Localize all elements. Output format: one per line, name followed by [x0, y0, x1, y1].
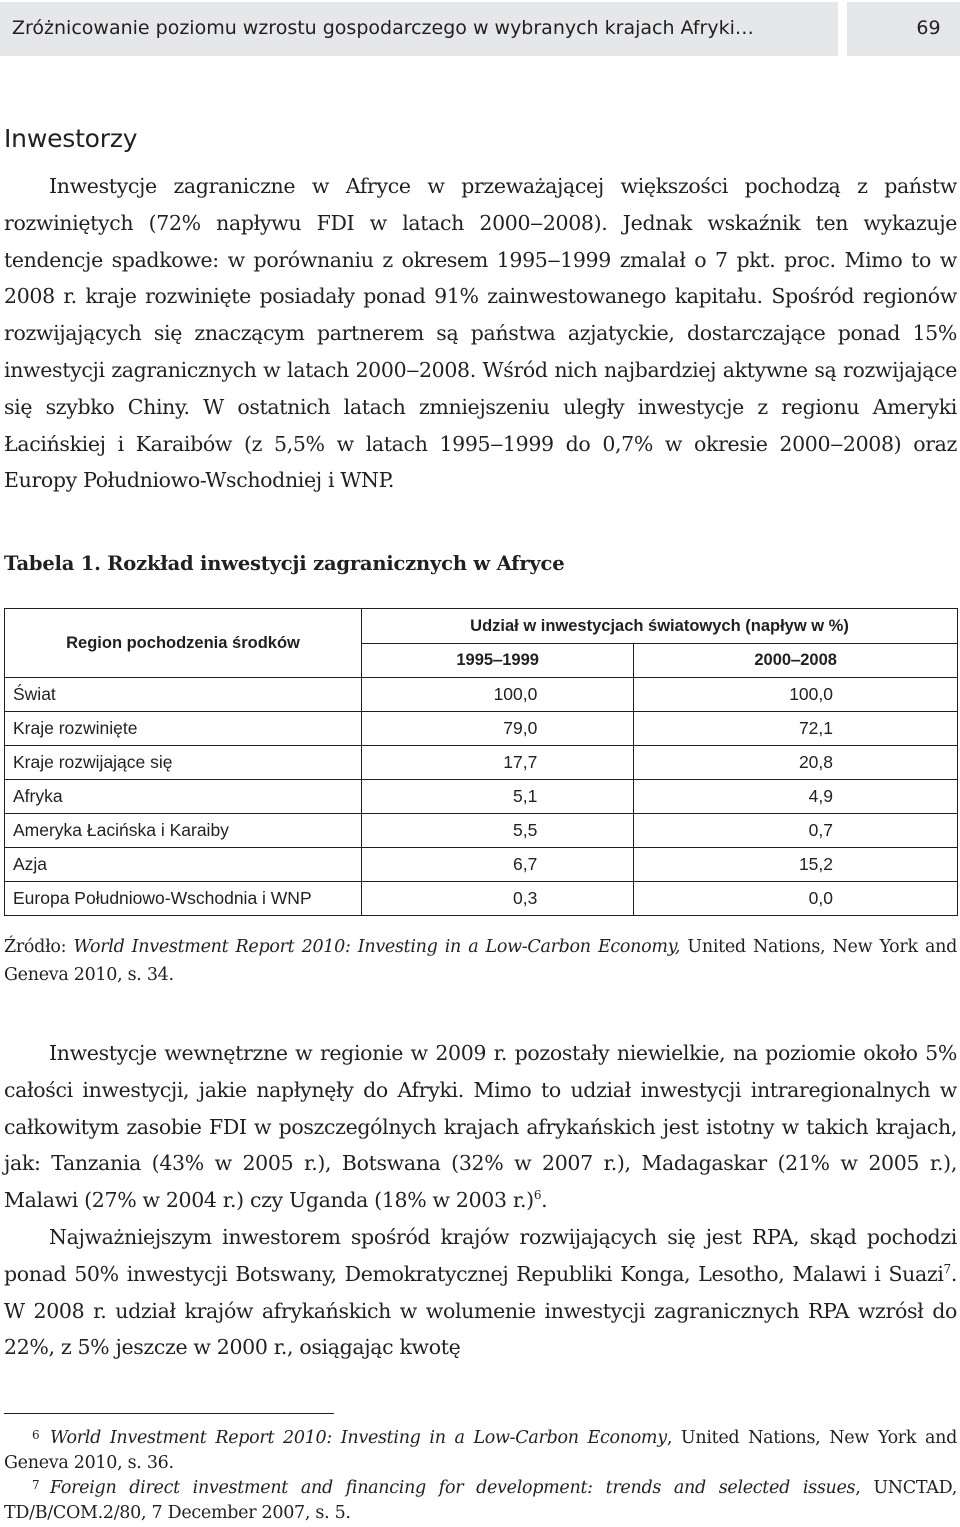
footnote-6-title: World Investment Report 2010: Investing in a Low-Carbon Economy [50, 1428, 667, 1448]
table-row [5, 780, 958, 814]
cell-v2: 0,0 [634, 882, 958, 916]
cell-v1: 6,7 [362, 848, 634, 882]
cell-v2: 0,7 [634, 814, 958, 848]
header-share: Udział w inwestycjach światowych (napływ w %) [362, 609, 958, 644]
cell-v1: 79,0 [362, 712, 634, 746]
section-title: Inwestorzy [4, 124, 138, 153]
cell-region: Świat [5, 678, 362, 712]
cell-v1: 17,7 [362, 746, 634, 780]
cell-region: Afryka [5, 780, 362, 814]
cell-v1: 5,5 [362, 814, 634, 848]
cell-region: Europa Południowo-Wschodnia i WNP [5, 882, 362, 916]
footnote-ref-7: 7 [943, 1261, 951, 1276]
footnote-6-rest: , United Nations, New York and Geneva 2010, s. 36. [4, 1428, 957, 1473]
footnote-rule [4, 1413, 334, 1414]
cell-region: Kraje rozwinięte [5, 712, 362, 746]
investment-table [4, 608, 958, 916]
running-header [0, 2, 838, 56]
cell-v1: 5,1 [362, 780, 634, 814]
cell-v1: 0,3 [362, 882, 634, 916]
paragraph-1 [4, 168, 957, 499]
footnote-6-number: 6 [32, 1428, 40, 1442]
table-source [4, 933, 957, 989]
footnote-7-title: Foreign direct investment and financing for development: trends and selected issues [50, 1478, 856, 1498]
table-row [5, 746, 958, 780]
paragraph-2-end: . [541, 1188, 548, 1213]
footnote-6 [4, 1423, 957, 1476]
footnote-7-rest: , UNCTAD, TD/B/COM.2/80, 7 December 2007, s. 5. [4, 1478, 957, 1523]
footnote-7-number: 7 [32, 1478, 40, 1492]
cell-region: Azja [5, 848, 362, 882]
cell-v2: 20,8 [634, 746, 958, 780]
running-header-title: Zróżnicowanie poziomu wzrostu gospodarczego w wybranych krajach Afryki… [12, 17, 754, 39]
cell-region: Kraje rozwijające się [5, 746, 362, 780]
table-row [5, 848, 958, 882]
header-period-1: 1995‒1999 [362, 644, 634, 678]
page-number-box [847, 2, 960, 56]
cell-v1: 100,0 [362, 678, 634, 712]
cell-v2: 72,1 [634, 712, 958, 746]
table-row [5, 678, 958, 712]
cell-region: Ameryka Łacińska i Karaiby [5, 814, 362, 848]
table-row [5, 814, 958, 848]
source-rest: United Nations, New York and Geneva 2010, s. 34. [4, 937, 957, 985]
paragraph-3-text: Najważniejszym inwestorem spośród krajów rozwijających się jest RPA, skąd pochodzi ponad 50% inwestycji Botswany, Demokratycznej Republiki Konga, Lesotho, Malawi i Suazi [4, 1224, 957, 1286]
cell-v2: 4,9 [634, 780, 958, 814]
header-region: Region pochodzenia środków [5, 609, 362, 678]
footnote-7 [4, 1473, 957, 1526]
paragraph-1-text: Inwestycje zagraniczne w Afryce w przeważającej większości pochodzą z państw rozwiniętych (72% napływu FDI w latach 2000‒2008). Jednak wskaźnik ten wykazuje tendencje spadkowe: w porównaniu z okresem 1995‒1999 zmalał o 7 pkt. proc. Mimo to w 2008 r. kraje rozwinięte posiadały ponad 91% zainwestowanego kapitału. Spośród regionów rozwijających się znaczącym partnerem są państwa azjatyckie, dostarczające ponad 15% inwestycji zagranicznych w latach 2000‒2008. Wśród nich najbardziej aktywne są rozwijające się szybko Chiny. W ostatnich latach zmniejszeniu uległy inwestycje z regionu Ameryki Łacińskiej i Karaibów (z 5,5% w latach 1995‒1999 do 0,7% w okresie 2000‒2008) oraz Europy Południowo-Wschodniej i WNP. [4, 174, 957, 493]
table-row [5, 712, 958, 746]
table-caption: Tabela 1. Rozkład inwestycji zagranicznych w Afryce [4, 552, 565, 575]
paragraph-3-end: . W 2008 r. udział krajów afrykańskich w wolumenie inwestycji zagranicznych RPA wzrósł do 22%, z 5% jeszcze w 2000 r., osiągając kwotę [4, 1261, 957, 1360]
cell-v2: 100,0 [634, 678, 958, 712]
header-period-2: 2000‒2008 [634, 644, 958, 678]
cell-v2: 15,2 [634, 848, 958, 882]
paragraph-2 [4, 1035, 957, 1366]
table-body [5, 678, 958, 916]
footnote-ref-6: 6 [533, 1188, 542, 1203]
page-number: 69 [916, 17, 941, 39]
paragraph-2-text: Inwestycje wewnętrzne w regionie w 2009 r. pozostały niewielkie, na poziomie około 5% całości inwestycji, jakie napłynęły do Afryki. Mimo to udział inwestycji intraregionalnych w całkowitym zasobie FDI w poszczególnych krajach afrykańskich jest istotny w takich krajach, jak: Tanzania (43% w 2005 r.), Botswana (32% w 2007 r.), Madagaskar (21% w 2005 r.), Malawi (27% w 2004 r.) czy Uganda (18% w 2003 r.) [4, 1041, 957, 1213]
source-title: World Investment Report 2010: Investing in a Low-Carbon Economy, [73, 937, 681, 957]
table-row [5, 882, 958, 916]
source-prefix: Źródło: [4, 937, 74, 957]
